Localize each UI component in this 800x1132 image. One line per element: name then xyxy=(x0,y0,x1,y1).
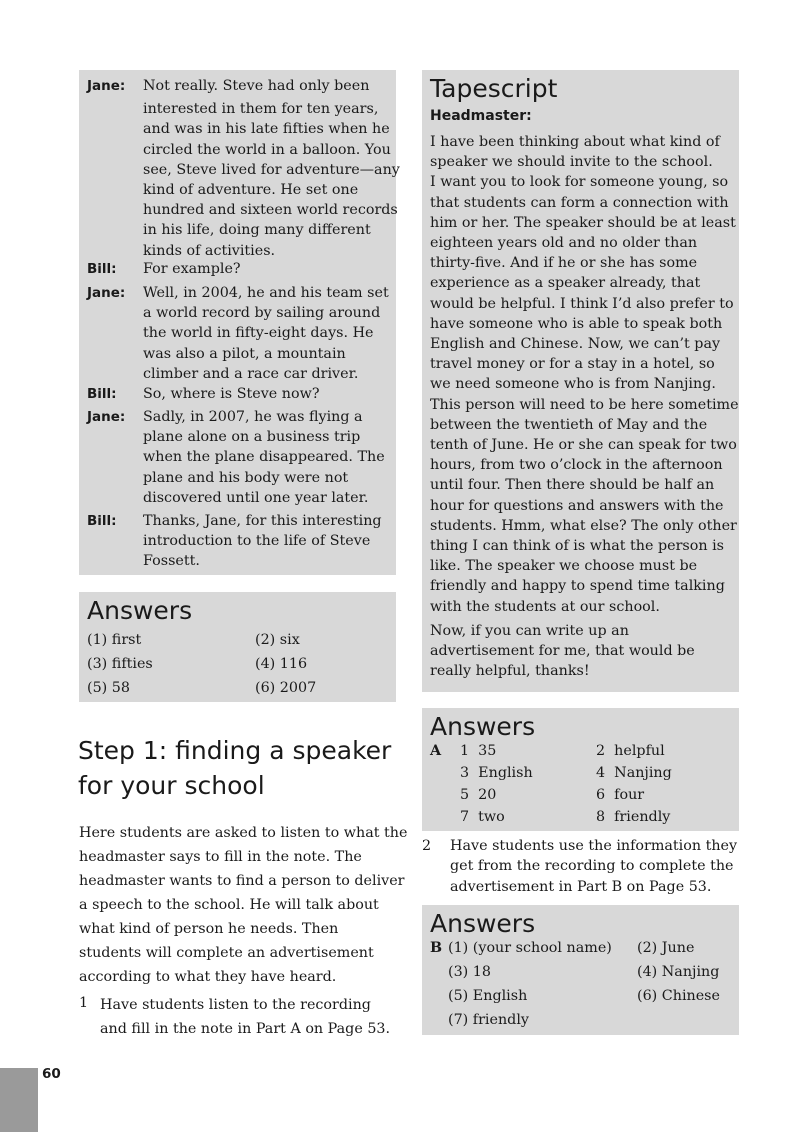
tapescript-text xyxy=(430,132,739,681)
answer-item: 5 20 xyxy=(460,787,497,803)
heading-line: for your school xyxy=(78,771,265,800)
speech-line: discovered until one year later. xyxy=(143,489,369,506)
speech-line: plane alone on a business trip xyxy=(143,429,361,446)
prose-line: advertisement in Part B on Page 53. xyxy=(450,878,712,895)
tapescript-line: thing I can think of is what the person is xyxy=(430,538,725,555)
tapescript-line: hours, from two o’clock in the afternoon xyxy=(430,457,723,474)
answers-title: Answers xyxy=(430,712,536,741)
speech-line: see, Steve lived for adventure—any xyxy=(143,161,400,178)
speech-line: plane and his body were not xyxy=(143,469,349,486)
tapescript-line: with the students at our school. xyxy=(430,598,660,615)
answer-item: (7) friendly xyxy=(448,1012,529,1028)
prose-line: headmaster says to fill in the note. The xyxy=(79,849,362,865)
speech-line: interested in them for ten years, xyxy=(143,101,379,118)
answer-item: (4) 116 xyxy=(255,656,308,672)
tapescript-box xyxy=(422,70,739,692)
speaker-name: Bill: xyxy=(87,513,117,529)
tapescript-line: like. The speaker we choose must be xyxy=(430,558,698,575)
tapescript-line: would be helpful. I think I’d also prefer to xyxy=(430,295,734,312)
item-number: 1 xyxy=(79,995,89,1011)
prose-line: get from the recording to complete the xyxy=(450,858,734,875)
tapescript-line: This person will need to be here sometime xyxy=(430,396,739,413)
answers-title: Answers xyxy=(430,909,536,938)
answer-item: 1 35 xyxy=(460,743,497,759)
speech-line: the world in fifty-eight days. He xyxy=(143,325,374,342)
answer-item: (2) June xyxy=(637,940,695,956)
speech-line: kinds of activities. xyxy=(143,242,276,259)
tapescript-line: speaker we should invite to the school. xyxy=(430,154,713,171)
answer-item: 8 friendly xyxy=(596,809,671,825)
speech-line: So, where is Steve now? xyxy=(143,386,320,402)
answer-item: (3) fifties xyxy=(87,656,153,672)
speech-line: climber and a race car driver. xyxy=(143,365,359,382)
speech-line: Not really. Steve had only been xyxy=(143,78,370,94)
tapescript-line: between the twentieth of May and the xyxy=(430,416,708,433)
tapescript-title: Tapescript xyxy=(430,74,558,103)
speech-text xyxy=(143,283,395,384)
answer-item: 2 helpful xyxy=(596,743,665,759)
tapescript-line: English and Chinese. Now, we can’t pay xyxy=(430,336,721,353)
prose-line: a speech to the school. He will talk about xyxy=(79,897,379,913)
tapescript-line: him or her. The speaker should be at least xyxy=(430,214,736,231)
prose-line: Have students use the information they xyxy=(450,838,738,854)
tapescript-line: that students can form a connection with xyxy=(430,194,729,211)
answer-item: 3 English xyxy=(460,765,533,781)
tapescript-line: I have been thinking about what kind of xyxy=(430,134,720,150)
prose-line: students will complete an advertisement xyxy=(79,945,374,961)
speech-line: Fossett. xyxy=(143,553,200,570)
speech-line: Sadly, in 2007, he was flying a xyxy=(143,409,363,425)
answer-item: (5) 58 xyxy=(87,680,130,696)
heading-line: Step 1: finding a speaker xyxy=(78,736,392,765)
speech-text xyxy=(143,511,395,572)
tapescript-line: hour for questions and answers with the xyxy=(430,497,724,514)
tapescript-line: experience as a speaker already, that xyxy=(430,275,701,292)
answer-item: (5) English xyxy=(448,988,528,1004)
tapescript-line: we need someone who is from Nanjing. xyxy=(430,376,716,393)
prose-line: according to what they have heard. xyxy=(79,969,337,985)
speech-line: circled the world in a balloon. You xyxy=(143,141,391,158)
speech-line: Thanks, Jane, for this interesting xyxy=(143,513,382,529)
speaker-name: Jane: xyxy=(87,409,126,425)
answer-item: (1) first xyxy=(87,632,142,648)
prose-line: Have students listen to the recording xyxy=(100,997,371,1013)
speech-text xyxy=(143,384,395,404)
section-heading xyxy=(78,733,391,803)
speech-text xyxy=(143,407,395,508)
part-label: B xyxy=(430,940,443,956)
speaker-name: Bill: xyxy=(87,386,117,402)
tapescript-line: eighteen years old and no older than xyxy=(430,235,698,252)
speech-line: and was in his late fifties when he xyxy=(143,121,390,138)
tapescript-line: I want you to look for someone young, so xyxy=(430,174,729,191)
speech-line: when the plane disappeared. The xyxy=(143,449,385,466)
speaker-name: Jane: xyxy=(87,285,126,301)
speaker-name: Jane: xyxy=(87,78,126,94)
tapescript-line: friendly and happy to spend time talking xyxy=(430,578,725,595)
tapescript-line: thirty-five. And if he or she has some xyxy=(430,255,698,272)
tapescript-line: advertisement for me, that would be xyxy=(430,643,695,660)
answers-title: Answers xyxy=(87,596,193,625)
dialogue-box xyxy=(79,70,400,575)
answer-item: (6) 2007 xyxy=(255,680,317,696)
answer-item: (6) Chinese xyxy=(637,988,720,1004)
prose-line: and fill in the note in Part A on Page 53. xyxy=(100,1021,391,1037)
tapescript-line: tenth of June. He or she can speak for two xyxy=(430,437,737,454)
answers-box-b xyxy=(422,905,739,1035)
prose-line: headmaster wants to find a person to deliver xyxy=(79,873,405,889)
speech-line: For example? xyxy=(143,261,241,277)
prose-line: Here students are asked to listen to what the xyxy=(79,825,408,841)
tapescript-line: travel money or for a stay in a hotel, so xyxy=(430,356,715,373)
tapescript-line: have someone who is able to speak both xyxy=(430,315,723,332)
answer-item: 4 Nanjing xyxy=(596,765,672,781)
speech-text xyxy=(143,76,400,261)
answer-item: 7 two xyxy=(460,809,505,825)
part-label: A xyxy=(430,743,442,759)
answer-item: (3) 18 xyxy=(448,964,491,980)
speaker-name: Bill: xyxy=(87,261,117,277)
speech-text xyxy=(143,259,395,279)
answer-item: 6 four xyxy=(596,787,645,803)
speech-line: in his life, doing many different xyxy=(143,222,371,239)
tapescript-speaker: Headmaster: xyxy=(430,108,532,124)
speech-line: hundred and sixteen world records xyxy=(143,202,398,219)
item-number: 2 xyxy=(422,838,432,854)
speech-line: was also a pilot, a mountain xyxy=(143,345,346,362)
answers-box-left xyxy=(79,592,396,702)
speech-line: a world record by sailing around xyxy=(143,305,381,322)
tapescript-line: really helpful, thanks! xyxy=(430,663,590,680)
tapescript-line: students. Hmm, what else? The only other xyxy=(430,517,737,534)
instruction-item-2 xyxy=(450,836,737,897)
tapescript-line: until four. Then there should be half an xyxy=(430,477,715,494)
page-number: 60 xyxy=(42,1066,61,1082)
answer-item: (4) Nanjing xyxy=(637,964,720,980)
intro-paragraph xyxy=(79,821,407,989)
page-tab xyxy=(0,1068,38,1132)
tapescript-line: Now, if you can write up an xyxy=(430,622,629,639)
answer-item: (2) six xyxy=(255,632,300,648)
speech-line: kind of adventure. He set one xyxy=(143,182,359,199)
answers-box-a xyxy=(422,708,739,831)
instruction-item-1 xyxy=(100,993,390,1041)
prose-line: what kind of person he needs. Then xyxy=(79,921,339,937)
speech-line: Well, in 2004, he and his team set xyxy=(143,285,389,301)
answer-item: (1) (your school name) xyxy=(448,940,612,956)
speech-line: introduction to the life of Steve xyxy=(143,533,371,550)
